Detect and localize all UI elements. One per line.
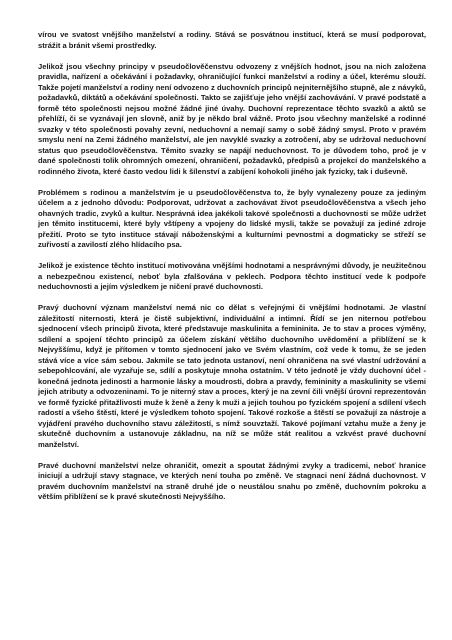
paragraph: Pravý duchovní význam manželství nemá nic co dělat s veřejnými či vnějšími hodnotami. Je vlastní záležitostí niternosti, která je čistě subjektivní, individuální a intimní. Řídí se jen niternou potřebou sjednocení všech principů života, které představuje maskulinita a femininita. Je to stav a proces výměny, sdílení a spojení těchto principů za účelem získání většího duchovního uvědomění a přiblížení se k Nejvyššímu, když je přítomen v tomto sjednocení jako ve Svém vlastním, což vede k tomu, že se jeden stává více a více sám sebou. Jakmile se tato jednota ustanoví, není ohraničena na své vlastní udržování a sebepohlcování, ale vyzařuje se, sdílí a poskytuje mnoha ostatním. V této jednotě je vždy duchovní účel - konečná jednota jedinosti a harmonie lásky a moudrosti, dobra a pravdy, femininity a maskulinity se všemi jejich atributy a odvozeninami. To je niterný stav a proces, který je na zevní čili vnější úrovni reprezentován ve formě fyzické přitažlivosti muže k ženě a ženy k muži a jejich touhou po fyzickém spojení a sdílení všech radostí a všeho štěstí, které je výsledkem tohoto spojení. Takové rozkoše a štěstí se považují za nástroje a vyjádření pravého duchovního stavu záležitostí, s nímž souvztaží. Takové pojímaní vztahu muže a ženy je skutečně duchovním a ustanovuje základnu, na níž se může stát realitou a vzkvést pravé duchovní manželství.	[38, 303, 426, 449]
paragraph: vírou ve svatost vnějšího manželství a rodiny. Stává se posvátnou institucí, která se musí podporovat, strážit a bránit všemi prostředky.	[38, 30, 426, 50]
paragraph: Problémem s rodinou a manželstvím je u pseudočlověčenstva to, že byly vynalezeny pouze za jediným účelem a z jednoho důvodu: Podporovat, udržovat a zachovávat život pseudočlověčenstva a všech jeho ohavných tradic, zvyků a kultur. Nesprávná idea jakékoli takové společnosti a duchovnosti se může udržet jen těmito institucemi, které byly vštípeny a vpojeny do lidské mysli, takže se považují za jediné zdroje přežití. Proto se tyto instituce stávají náboženskými a kulturními pevnostmi a dogmaticky se střeží se zuřivostí a zavilostí zlého hlídacího psa.	[38, 187, 426, 249]
paragraph: Jelikož je existence těchto institucí motivována vnějšími hodnotami a nesprávnými důvody, je neužitečnou a nebezpečnou existencí, neboť byla zfalšována v peklech. Podpora těchto institucí vede k podpoře neduchovnosti a jejím výsledkem je ničení pravé duchovnosti.	[38, 261, 426, 291]
paragraph: Jelikož jsou všechny principy v pseudočlověčenstvu odvozeny z vnějších hodnot, jsou na nich založena pravidla, nařízení a očekávání i požadavky, ohraničující funkci manželství a rodiny a účel, kterému slouží. Takže pojetí manželství a rodiny není odvozeno z duchovních principů nejniternějšího stupně, ale z návyků, požadavků, diktátů a očekávání společnosti. Takto se zajišťuje jeho vnější zachovávání. V pravé podstatě a formě této společnosti nejsou možné žádné jiné úvahy. Duchovní reprezentace těchto svazků a aktů se přehlíží, či se vyznávají jen slovně, aniž by je někdo bral vážně. Proto jsou všechny manželské a rodinné svazky v této společnosti povahy zevní, neduchovní a nemají samy o sobě žádný smysl. Proto v pravém smyslu není na Zemi žádného manželství, ale jen navyklé svazky a zotročení, aby se udržoval neduchovní status quo pseudočlověčenstva. Těmito svazky se napájí neduchovnost. To je důvodem toho, proč je v dané společnosti tolik ohromných omezení, ohraničení, požadavků, předpisů a projekcí do manželského a rodinného života, které často vedou lidi k šílenství a zabíjení kohokoli jiného jak fyzicky, tak i duševně.	[38, 61, 426, 176]
paragraph: Pravé duchovní manželství nelze ohraničit, omezit a spoutat žádnými zvyky a tradicemi, neboť hranice iniciují a udržují stavy stagnace, ve kterých není touha po změně. Ve stagnaci není žádná duchovnost. V pravém duchovním manželství na straně druhé jde o neustálou snahu po změně, duchovním pokroku a větším přiblížení se k pravé skutečnosti Nejvyššího.	[38, 460, 426, 501]
document-body	[38, 30, 426, 513]
